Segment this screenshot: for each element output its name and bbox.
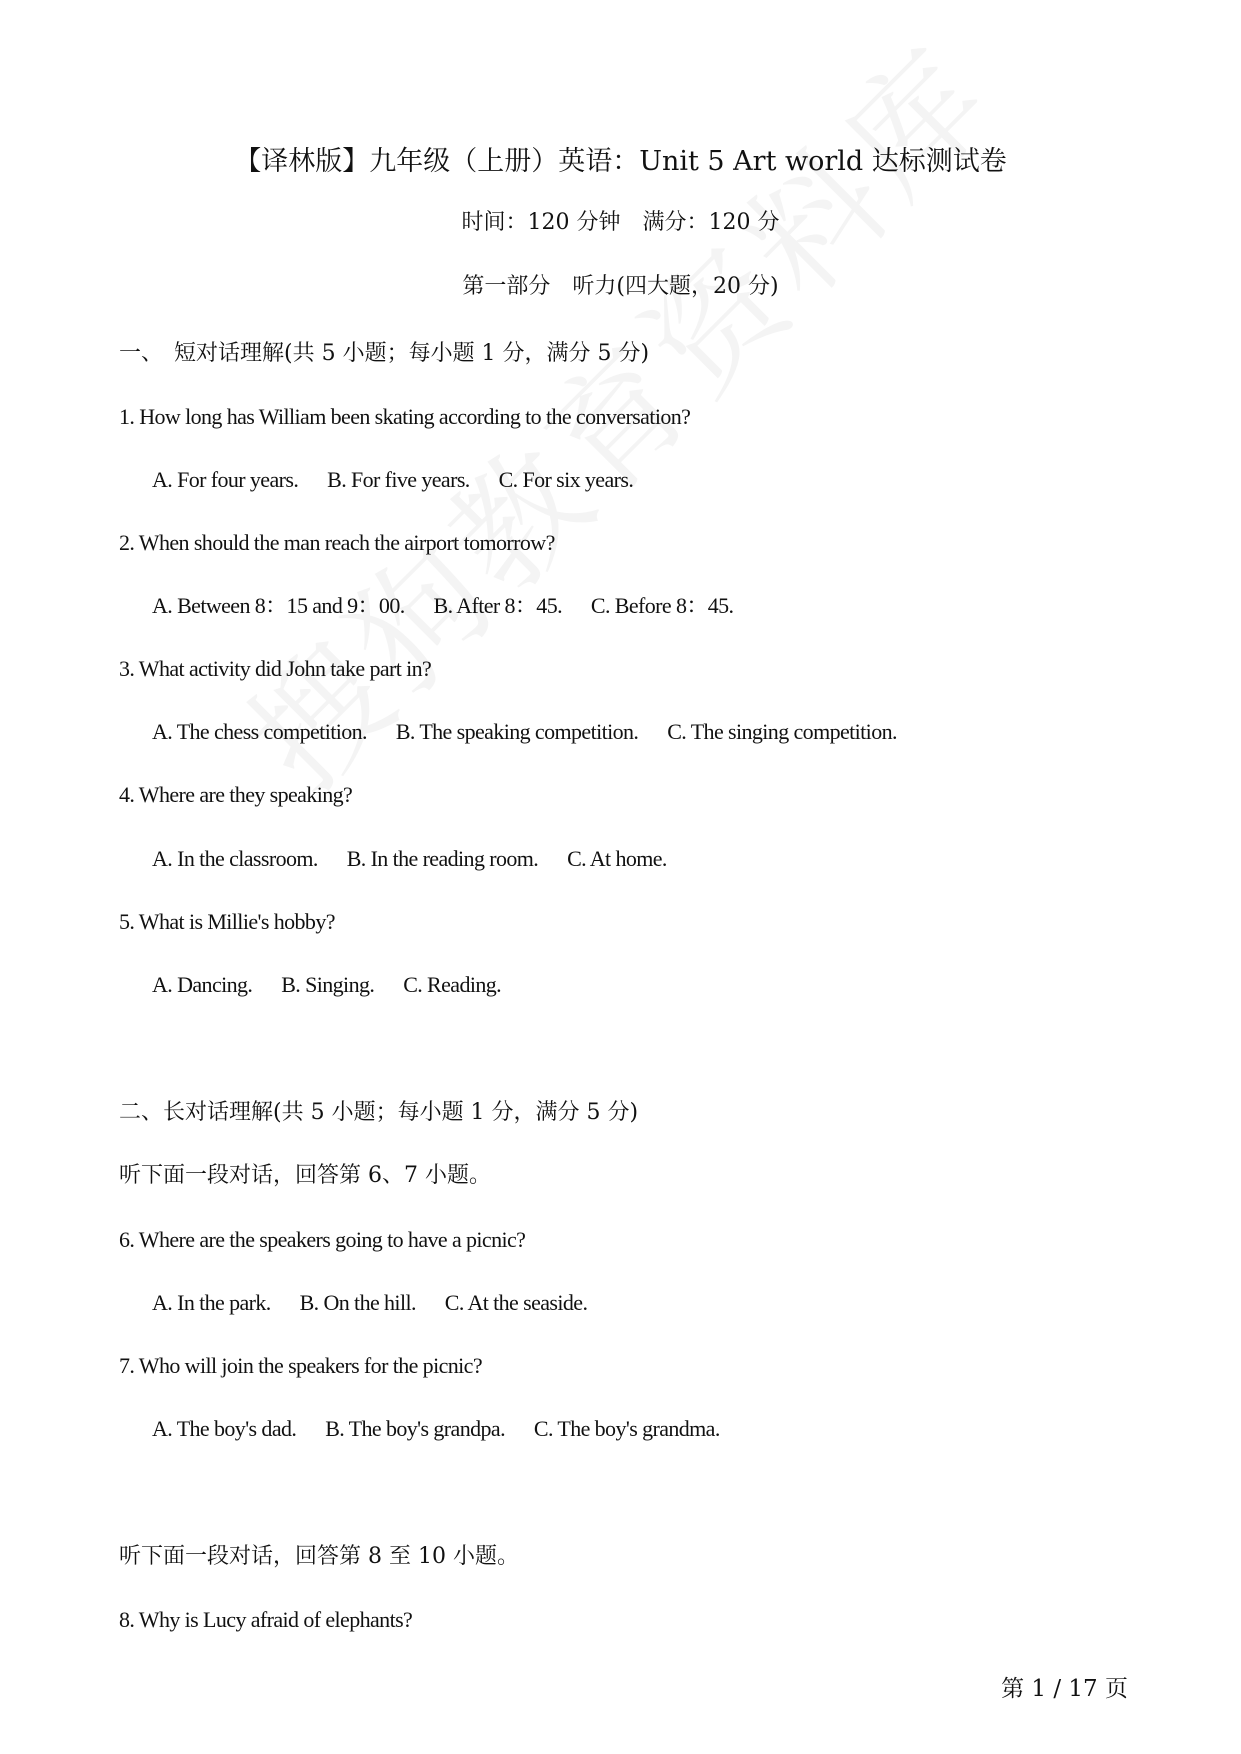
option-b: B. The boy's grandpa. (325, 1416, 505, 1441)
question-6-options (152, 1287, 587, 1319)
option-a: A. Dancing. (152, 972, 253, 997)
question-5: 5. What is Millie's hobby? (119, 909, 335, 934)
option-c: C. At home. (567, 846, 667, 871)
question-7: 7. Who will join the speakers for the picnic? (119, 1353, 482, 1378)
option-a: A. In the park. (152, 1290, 271, 1315)
section1-heading: 一、 短对话理解(共 5 小题；每小题 1 分，满分 5 分) (119, 341, 650, 366)
option-b: B. The speaking competition. (395, 719, 639, 744)
option-c: C. The boy's grandma. (533, 1416, 720, 1441)
option-c: C. At the seaside. (444, 1290, 588, 1315)
option-a: A. The boy's dad. (152, 1416, 297, 1441)
option-a: A. For four years. (152, 467, 299, 492)
option-a: A. In the classroom. (152, 846, 318, 871)
option-b: B. Singing. (281, 972, 375, 997)
question-2-options (152, 590, 733, 622)
question-4: 4. Where are they speaking? (119, 782, 353, 807)
option-c: C. For six years. (498, 467, 634, 492)
exam-info: 时间：120 分钟 满分：120 分 (461, 210, 780, 235)
question-5-options (152, 969, 501, 1001)
option-c: C. Before 8：45. (590, 593, 734, 618)
option-a: A. The chess competition. (152, 719, 367, 744)
question-3: 3. What activity did John take part in? (119, 656, 432, 681)
option-c: C. The singing competition. (667, 719, 897, 744)
option-b: B. On the hill. (299, 1290, 416, 1315)
question-3-options (152, 716, 897, 748)
option-b: B. After 8：45. (433, 593, 563, 618)
instruction-8-10: 听下面一段对话，回答第 8 至 10 小题。 (119, 1544, 519, 1569)
question-8: 8. Why is Lucy afraid of elephants? (119, 1607, 413, 1632)
question-4-options (152, 843, 667, 875)
option-c: C. Reading. (403, 972, 502, 997)
question-7-options (152, 1413, 720, 1445)
section2-heading: 二、长对话理解(共 5 小题；每小题 1 分，满分 5 分) (119, 1100, 639, 1125)
option-a: A. Between 8：15 and 9：00. (152, 593, 405, 618)
question-1: 1. How long has William been skating according to the conversation? (119, 404, 691, 429)
document-title: 【译林版】九年级（上册）英语：Unit 5 Art world 达标测试卷 (234, 146, 1007, 177)
page-number: 第 1 / 17 页 (1001, 1676, 1128, 1702)
option-b: B. In the reading room. (346, 846, 539, 871)
part-heading: 第一部分 听力(四大题，20 分) (462, 274, 779, 299)
question-2: 2. When should the man reach the airport tomorrow? (119, 530, 555, 555)
instruction-6-7: 听下面一段对话，回答第 6、7 小题。 (119, 1163, 491, 1188)
question-1-options (152, 464, 633, 496)
option-b: B. For five years. (327, 467, 470, 492)
question-6: 6. Where are the speakers going to have a picnic? (119, 1227, 526, 1252)
